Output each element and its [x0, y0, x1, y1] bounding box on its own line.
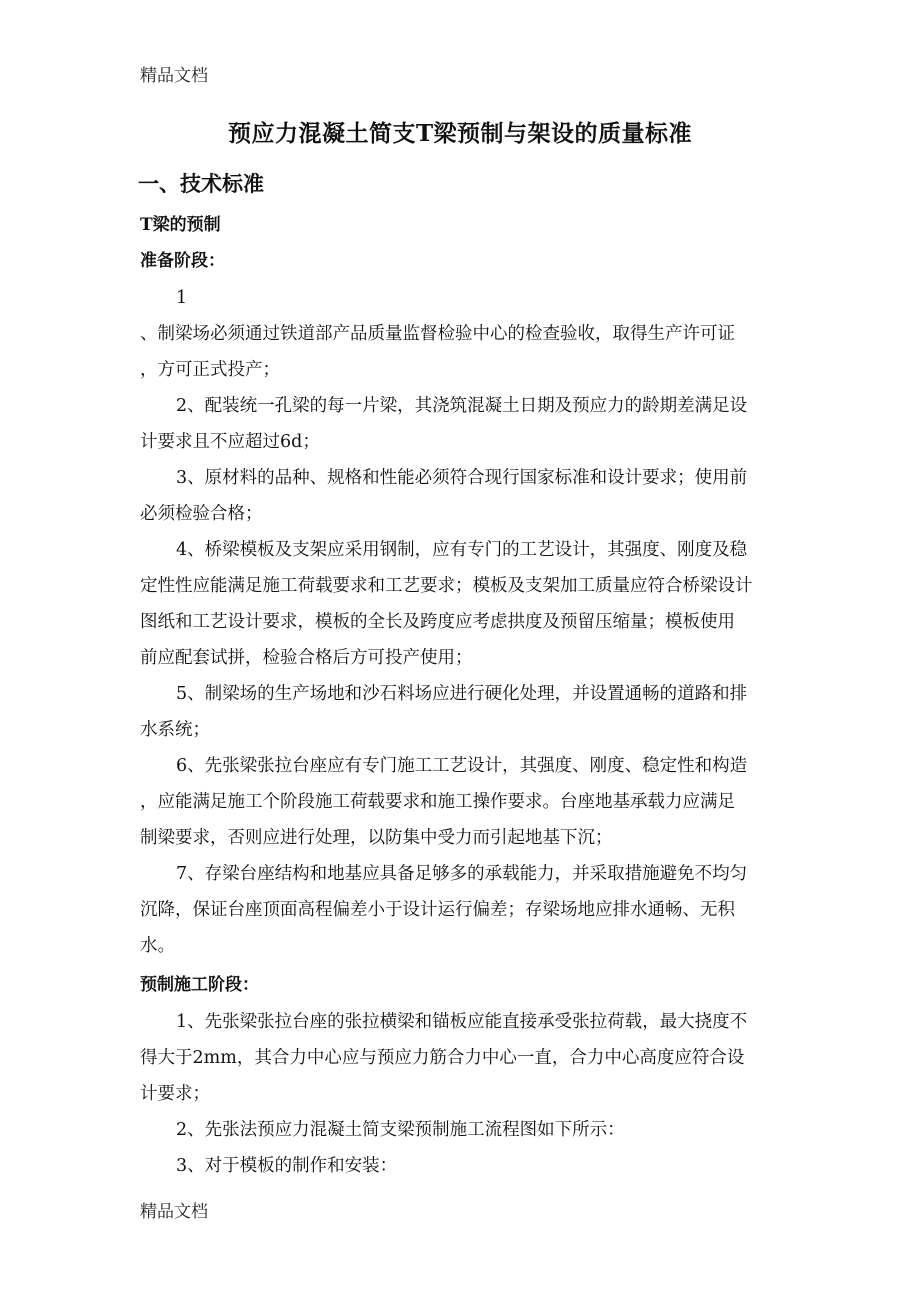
- prep-item-3-line: 必须检验合格；: [140, 504, 263, 524]
- precast-item-2-line: 2、先张法预应力混凝土简支梁预制施工流程图如下所示：: [176, 1120, 625, 1140]
- prep-item1-number: 1: [176, 288, 188, 308]
- document-title: 预应力混凝土简支T梁预制与架设的质量标准: [227, 120, 693, 147]
- prep-item-4-line: 前应配套试拼，检验合格后方可投产使用；: [140, 648, 473, 668]
- subsection-heading-t-beam-precast: T梁的预制: [140, 215, 221, 235]
- prep-item-6-line: 制梁要求，否则应进行处理，以防集中受力而引起地基下沉；: [140, 828, 613, 848]
- prep-item-1-line: 、制梁场必须通过铁道部产品质量监督检验中心的检查验收，取得生产许可证: [140, 324, 735, 344]
- prep-item-6-line: 6、先张梁张拉台座应有专门施工工艺设计，其强度、刚度、稳定性和构造: [176, 756, 748, 776]
- prep-item-7-line: 水。: [140, 936, 175, 956]
- prep-stage-heading: 准备阶段：: [140, 251, 225, 271]
- prep-item-4: [140, 532, 785, 676]
- precast-item-3-line: 3、对于模板的制作和安装：: [176, 1156, 398, 1176]
- prep-item-6-line: ，应能满足施工个阶段施工荷载要求和施工操作要求。台座地基承载力应满足: [140, 792, 735, 812]
- prep-item-6: [140, 748, 785, 856]
- prep-item-3-line: 3、原材料的品种、规格和性能必须符合现行国家标准和设计要求；使用前: [176, 468, 748, 488]
- header-watermark-text: 精品文档: [140, 66, 208, 86]
- prep-item-4-line: 图纸和工艺设计要求，模板的全长及跨度应考虑拱度及预留压缩量；模板使用: [140, 612, 735, 632]
- prep-item-7-line: 沉降，保证台座顶面高程偏差小于设计运行偏差；存梁场地应排水通畅、无积: [140, 900, 735, 920]
- prep-item-7-line: 7、存梁台座结构和地基应具备足够多的承载能力，并采取措施避免不均匀: [176, 864, 748, 884]
- precast-item-1: [140, 1004, 785, 1112]
- prep-item-4-line: 定性性应能满足施工荷载要求和工艺要求；模板及支架加工质量应符合桥梁设计: [140, 576, 753, 596]
- footer-watermark-text: 精品文档: [140, 1202, 208, 1222]
- prep-item-2-line: 计要求且不应超过6d；: [140, 432, 320, 452]
- prep-item-1: [140, 316, 785, 388]
- prep-item-1-line: ，方可正式投产；: [140, 360, 280, 380]
- section-heading-technical-standards: 一、技术标准: [138, 171, 264, 196]
- prep-item-2: [140, 388, 785, 460]
- precast-item-1-line: 计要求；: [140, 1084, 210, 1104]
- precast-item-1-line: 1、先张梁张拉台座的张拉横梁和锚板应能直接承受张拉荷载，最大挠度不: [176, 1012, 748, 1032]
- prep-item-2-line: 2、配装统一孔梁的每一片梁，其浇筑混凝土日期及预应力的龄期差满足设: [176, 396, 748, 416]
- prep-item-5-line: 水系统；: [140, 720, 210, 740]
- prep-item-3: [140, 460, 785, 532]
- precast-item-1-line: 得大于2mm，其合力中心应与预应力筋合力中心一直，合力中心高度应符合设: [140, 1048, 745, 1068]
- prep-item-4-line: 4、桥梁模板及支架应采用钢制，应有专门的工艺设计，其强度、刚度及稳: [176, 540, 748, 560]
- precast-item-3: [140, 1148, 785, 1184]
- precast-item-2: [140, 1112, 785, 1148]
- prep-item-7: [140, 856, 785, 964]
- precast-stage-heading: 预制施工阶段：: [140, 975, 259, 995]
- prep-item-5-line: 5、制梁场的生产场地和沙石料场应进行硬化处理，并设置通畅的道路和排: [176, 684, 748, 704]
- prep-item-5: [140, 676, 785, 748]
